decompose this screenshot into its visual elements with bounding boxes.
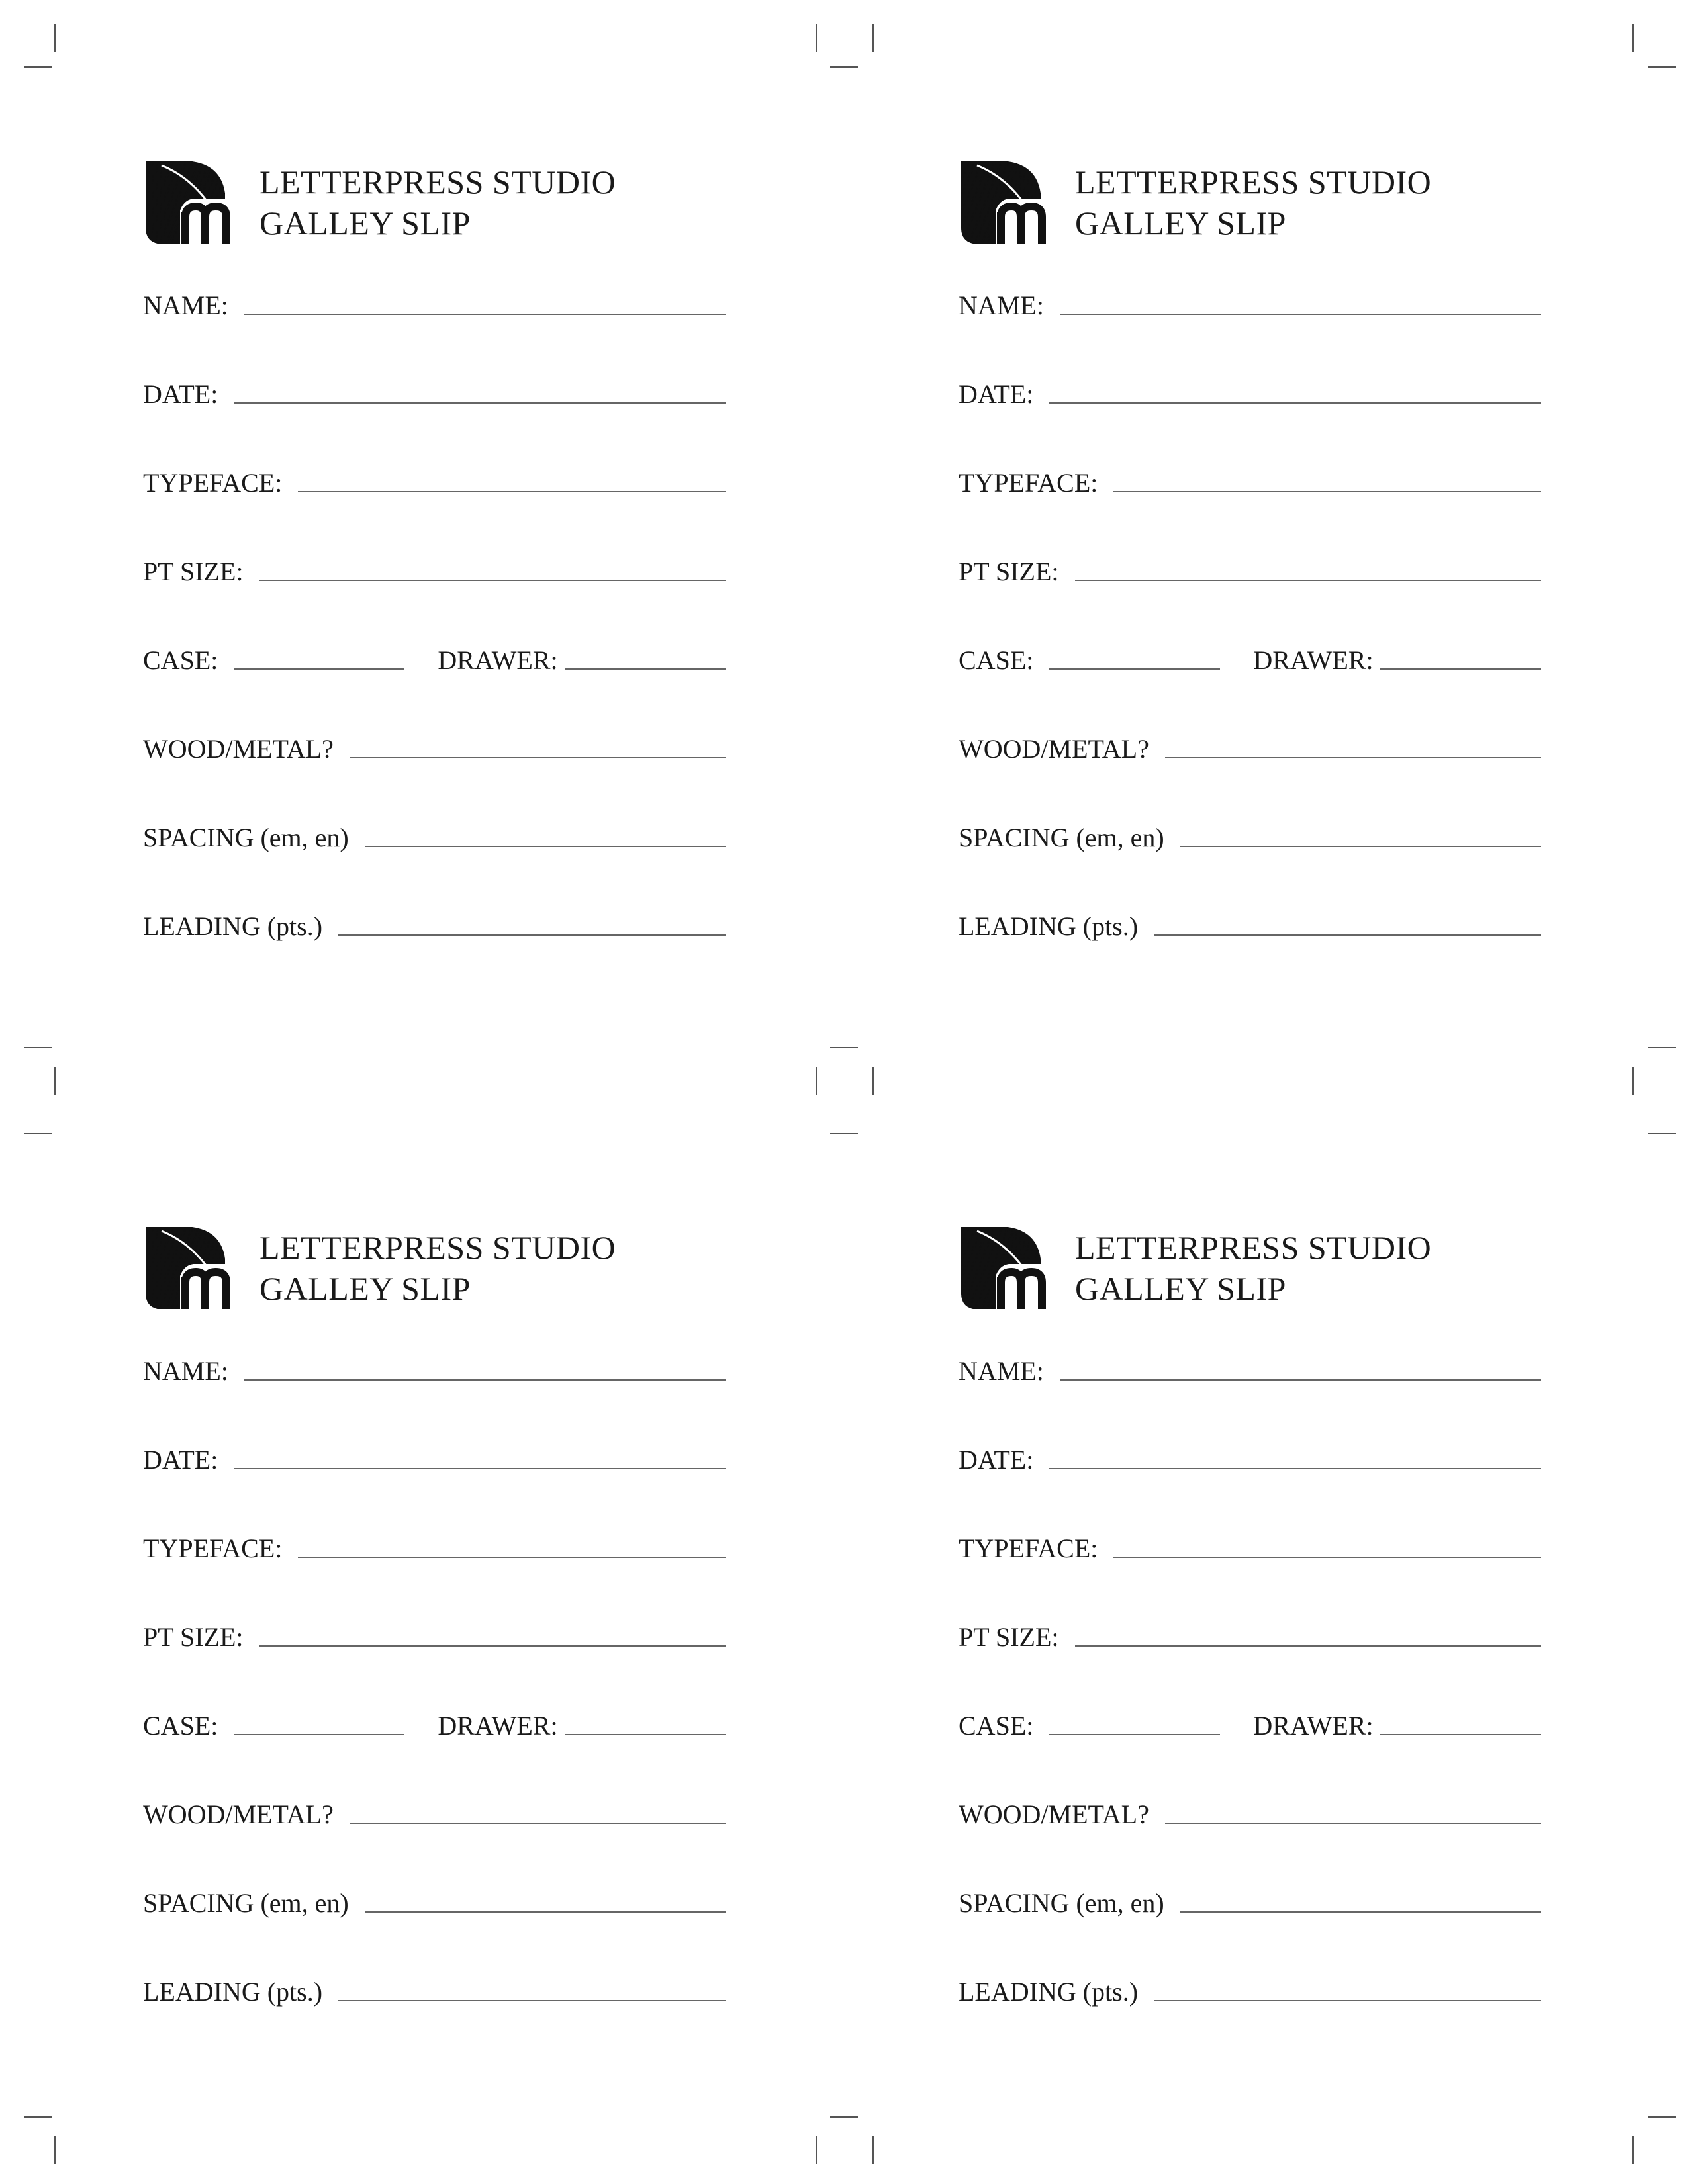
studio-name: LETTERPRESS STUDIO: [259, 1229, 616, 1266]
drawer-line[interactable]: [1380, 668, 1541, 670]
slip-header: [959, 159, 1554, 251]
date-label: DATE:: [959, 379, 1034, 409]
name-label: NAME:: [959, 1356, 1044, 1386]
pt-size-label: PT SIZE:: [959, 1622, 1059, 1652]
wood-metal-line[interactable]: [1165, 1823, 1541, 1824]
drawer-line[interactable]: [565, 1734, 726, 1735]
wood-metal-field-row: [959, 727, 1541, 766]
case-label: CASE:: [959, 645, 1034, 675]
pt-size-line[interactable]: [1075, 580, 1541, 581]
case-drawer-field-row: [959, 1704, 1541, 1743]
spacing-field-row: [959, 815, 1541, 855]
pt-size-label: PT SIZE:: [143, 557, 244, 586]
date-line[interactable]: [1049, 1468, 1541, 1469]
wood-metal-line[interactable]: [1165, 757, 1541, 758]
pt-size-field-row: [143, 1615, 726, 1655]
date-field-row: [143, 372, 726, 412]
spacing-line[interactable]: [365, 1911, 726, 1913]
pt-size-field-row: [959, 1615, 1541, 1655]
spacing-line[interactable]: [1180, 1911, 1541, 1913]
drawer-label: DRAWER:: [438, 645, 558, 675]
halftone-leaf-m-logo-icon: [959, 159, 1046, 246]
typeface-label: TYPEFACE:: [959, 1533, 1098, 1563]
spacing-line[interactable]: [1180, 846, 1541, 847]
wood-metal-label: WOOD/METAL?: [959, 1799, 1149, 1829]
galley-slip-top-right: [959, 159, 1647, 1072]
date-line[interactable]: [1049, 402, 1541, 404]
typeface-line[interactable]: [1113, 1557, 1541, 1558]
leading-line[interactable]: [1154, 934, 1541, 936]
wood-metal-label: WOOD/METAL?: [959, 734, 1149, 764]
leading-field-row: [959, 904, 1541, 944]
spacing-label: SPACING (em, en): [959, 1888, 1164, 1918]
typeface-field-row: [143, 461, 726, 500]
wood-metal-label: WOOD/METAL?: [143, 1799, 334, 1829]
case-line[interactable]: [1049, 1734, 1220, 1735]
leading-field-row: [143, 904, 726, 944]
leading-label: LEADING (pts.): [959, 1977, 1139, 2007]
leading-label: LEADING (pts.): [143, 1977, 323, 2007]
name-label: NAME:: [959, 291, 1044, 320]
date-field-row: [959, 1437, 1541, 1477]
form-title: GALLEY SLIP: [259, 205, 471, 242]
case-label: CASE:: [143, 645, 218, 675]
typeface-field-row: [959, 461, 1541, 500]
name-line[interactable]: [1060, 314, 1541, 315]
halftone-leaf-m-logo-icon: [959, 1224, 1046, 1312]
spacing-field-row: [959, 1881, 1541, 1921]
spacing-field-row: [143, 815, 726, 855]
case-drawer-field-row: [143, 638, 726, 678]
leading-label: LEADING (pts.): [143, 911, 323, 941]
pt-size-label: PT SIZE:: [959, 557, 1059, 586]
spacing-label: SPACING (em, en): [143, 1888, 349, 1918]
slip-header: [143, 1224, 739, 1317]
drawer-line[interactable]: [565, 668, 726, 670]
studio-name: LETTERPRESS STUDIO: [1075, 1229, 1432, 1266]
galley-slip-top-left: [143, 159, 831, 1072]
date-label: DATE:: [143, 1445, 218, 1475]
date-line[interactable]: [234, 1468, 726, 1469]
leading-line[interactable]: [338, 2000, 726, 2001]
typeface-field-row: [143, 1526, 726, 1566]
form-title: GALLEY SLIP: [1075, 205, 1286, 242]
wood-metal-line[interactable]: [350, 1823, 726, 1824]
spacing-field-row: [143, 1881, 726, 1921]
slip-header: [143, 159, 739, 251]
leading-line[interactable]: [338, 934, 726, 936]
name-line[interactable]: [1060, 1379, 1541, 1381]
drawer-label: DRAWER:: [438, 1711, 558, 1741]
pt-size-label: PT SIZE:: [143, 1622, 244, 1652]
date-label: DATE:: [143, 379, 218, 409]
case-line[interactable]: [234, 668, 404, 670]
wood-metal-field-row: [143, 727, 726, 766]
leading-field-row: [959, 1970, 1541, 2009]
drawer-label: DRAWER:: [1253, 1711, 1374, 1741]
date-label: DATE:: [959, 1445, 1034, 1475]
case-label: CASE:: [959, 1711, 1034, 1741]
studio-name: LETTERPRESS STUDIO: [1075, 163, 1432, 201]
wood-metal-label: WOOD/METAL?: [143, 734, 334, 764]
typeface-line[interactable]: [1113, 491, 1541, 492]
wood-metal-field-row: [959, 1792, 1541, 1832]
spacing-label: SPACING (em, en): [959, 823, 1164, 852]
pt-size-field-row: [959, 549, 1541, 589]
name-field-row: [959, 283, 1541, 323]
typeface-label: TYPEFACE:: [143, 1533, 283, 1563]
date-field-row: [143, 1437, 726, 1477]
slip-header: [959, 1224, 1554, 1317]
pt-size-line[interactable]: [259, 580, 726, 581]
wood-metal-line[interactable]: [350, 757, 726, 758]
pt-size-line[interactable]: [1075, 1645, 1541, 1647]
drawer-label: DRAWER:: [1253, 645, 1374, 675]
leading-line[interactable]: [1154, 2000, 1541, 2001]
pt-size-field-row: [143, 549, 726, 589]
pt-size-line[interactable]: [259, 1645, 726, 1647]
typeface-field-row: [959, 1526, 1541, 1566]
galley-slip-bottom-right: [959, 1224, 1647, 2138]
date-line[interactable]: [234, 402, 726, 404]
name-line[interactable]: [244, 1379, 726, 1381]
case-line[interactable]: [1049, 668, 1220, 670]
typeface-line[interactable]: [298, 491, 726, 492]
spacing-line[interactable]: [365, 846, 726, 847]
case-line[interactable]: [234, 1734, 404, 1735]
name-field-row: [143, 283, 726, 323]
name-line[interactable]: [244, 314, 726, 315]
form-title: GALLEY SLIP: [259, 1270, 471, 1307]
halftone-leaf-m-logo-icon: [143, 159, 230, 246]
name-label: NAME:: [143, 291, 228, 320]
studio-name: LETTERPRESS STUDIO: [259, 163, 616, 201]
name-label: NAME:: [143, 1356, 228, 1386]
name-field-row: [143, 1349, 726, 1388]
galley-slip-bottom-left: [143, 1224, 831, 2138]
case-label: CASE:: [143, 1711, 218, 1741]
wood-metal-field-row: [143, 1792, 726, 1832]
case-drawer-field-row: [143, 1704, 726, 1743]
name-field-row: [959, 1349, 1541, 1388]
leading-field-row: [143, 1970, 726, 2009]
leading-label: LEADING (pts.): [959, 911, 1139, 941]
typeface-label: TYPEFACE:: [143, 468, 283, 498]
date-field-row: [959, 372, 1541, 412]
typeface-line[interactable]: [298, 1557, 726, 1558]
halftone-leaf-m-logo-icon: [143, 1224, 230, 1312]
typeface-label: TYPEFACE:: [959, 468, 1098, 498]
form-title: GALLEY SLIP: [1075, 1270, 1286, 1307]
drawer-line[interactable]: [1380, 1734, 1541, 1735]
case-drawer-field-row: [959, 638, 1541, 678]
spacing-label: SPACING (em, en): [143, 823, 349, 852]
